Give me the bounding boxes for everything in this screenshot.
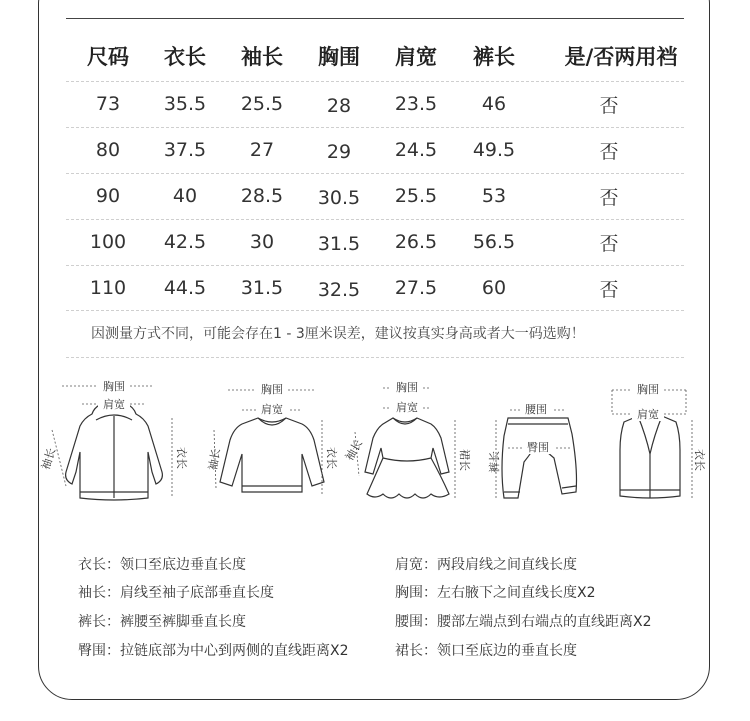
jacket-length-label: 衣长 <box>175 447 188 469</box>
cell-size: 80 <box>95 139 121 161</box>
definition-item: 臀围：拉链底部为中心到两侧的直线距离X2 <box>78 643 349 659</box>
pants-waist-label: 腰围 <box>525 403 547 416</box>
pants-length-label: 裤长 <box>488 451 501 473</box>
cell-pants-length: 56.5 <box>472 231 516 253</box>
cell-dual-crotch: 否 <box>599 232 619 255</box>
jacket-sleeve-label: 袖长 <box>39 446 59 472</box>
sweater-length-label: 衣长 <box>325 447 338 469</box>
pants-hip-label: 臀围 <box>527 441 549 454</box>
cell-chest: 28 <box>326 95 352 117</box>
cell-length: 44.5 <box>163 277 207 299</box>
table-row <box>66 265 684 310</box>
vest-shoulder-label: 肩宽 <box>637 408 659 421</box>
note-text: 因测量方式不同，可能会存在1 - 3厘米误差，建议按真实身高或者大一码选购！ <box>91 326 585 342</box>
dress-length-label: 裙长 <box>458 449 471 471</box>
sweater-sleeve-label: 袖长 <box>206 447 223 472</box>
definition-item: 胸围：左右腋下之间直线长度X2 <box>395 585 596 601</box>
measurement-note <box>66 310 684 358</box>
table-row <box>66 127 684 172</box>
header-shoulder: 肩宽 <box>395 45 437 69</box>
definition-item: 袖长：肩线至袖子底部垂直长度 <box>78 585 274 601</box>
jacket-chest-label: 胸围 <box>103 380 125 393</box>
cell-length: 42.5 <box>163 231 207 253</box>
sweater-shoulder-label: 肩宽 <box>261 403 283 416</box>
cell-dual-crotch: 否 <box>599 186 619 209</box>
hooded-jacket-icon <box>39 380 188 510</box>
cell-shoulder: 24.5 <box>394 139 438 161</box>
cell-chest: 32.5 <box>317 279 361 301</box>
cell-sleeve: 25.5 <box>240 93 284 115</box>
cell-chest: 30.5 <box>317 187 361 209</box>
table-row <box>66 81 684 126</box>
pants-icon <box>480 380 610 510</box>
cell-dual-crotch: 否 <box>599 94 619 117</box>
definition-item: 裤长：裤腰至裤脚垂直长度 <box>78 614 246 630</box>
header-length: 衣长 <box>164 45 206 69</box>
dress-shoulder-label: 肩宽 <box>396 401 418 414</box>
vest-length-label: 衣长 <box>693 449 706 471</box>
jacket-shoulder-label: 肩宽 <box>103 398 125 411</box>
vest-diagram <box>600 380 730 510</box>
header-size: 尺码 <box>87 45 129 69</box>
cell-size: 100 <box>89 231 127 253</box>
definition-item: 衣长：领口至底边垂直长度 <box>78 557 246 573</box>
pants-diagram <box>480 380 610 510</box>
cell-dual-crotch: 否 <box>599 140 619 163</box>
cell-pants-length: 53 <box>481 185 507 207</box>
dress-icon <box>342 380 475 510</box>
cell-size: 110 <box>89 277 127 299</box>
sweater-chest-label: 胸围 <box>261 383 283 396</box>
cell-sleeve: 28.5 <box>240 185 284 207</box>
jacket-diagram <box>39 380 188 510</box>
cell-length: 40 <box>172 185 198 207</box>
header-dual-crotch: 是/否两用裆 <box>564 45 678 69</box>
cell-length: 37.5 <box>163 139 207 161</box>
cell-sleeve: 27 <box>249 139 275 161</box>
cell-shoulder: 26.5 <box>394 231 438 253</box>
header-sleeve: 袖长 <box>241 45 283 69</box>
cell-shoulder: 25.5 <box>394 185 438 207</box>
cell-size: 90 <box>95 185 121 207</box>
cell-chest: 31.5 <box>317 233 361 255</box>
header-chest: 胸围 <box>318 45 360 69</box>
cell-size: 73 <box>95 93 121 115</box>
table-row <box>66 173 684 218</box>
definition-item: 裙长：领口至底边的垂直长度 <box>395 643 577 659</box>
dress-sleeve-label: 袖长 <box>342 437 366 464</box>
sweater-diagram <box>206 380 336 510</box>
sweater-icon <box>206 380 336 510</box>
cell-pants-length: 60 <box>481 277 507 299</box>
top-divider <box>66 18 684 19</box>
cell-shoulder: 23.5 <box>394 93 438 115</box>
vest-icon <box>600 380 730 510</box>
cell-sleeve: 31.5 <box>240 277 284 299</box>
cell-dual-crotch: 否 <box>599 278 619 301</box>
cell-length: 35.5 <box>163 93 207 115</box>
cell-chest: 29 <box>326 141 352 163</box>
header-pants-length: 裤长 <box>473 45 515 69</box>
definition-item: 肩宽：两段肩线之间直线长度 <box>395 557 577 573</box>
cell-sleeve: 30 <box>249 231 275 253</box>
cell-shoulder: 27.5 <box>394 277 438 299</box>
dress-diagram <box>342 380 475 510</box>
table-row <box>66 219 684 264</box>
vest-chest-label: 胸围 <box>637 383 659 396</box>
dress-chest-label: 胸围 <box>396 381 418 394</box>
cell-pants-length: 49.5 <box>472 139 516 161</box>
definition-item: 腰围：腰部左端点到右端点的直线距离X2 <box>395 614 652 630</box>
size-table-header <box>66 36 684 76</box>
cell-pants-length: 46 <box>481 93 507 115</box>
